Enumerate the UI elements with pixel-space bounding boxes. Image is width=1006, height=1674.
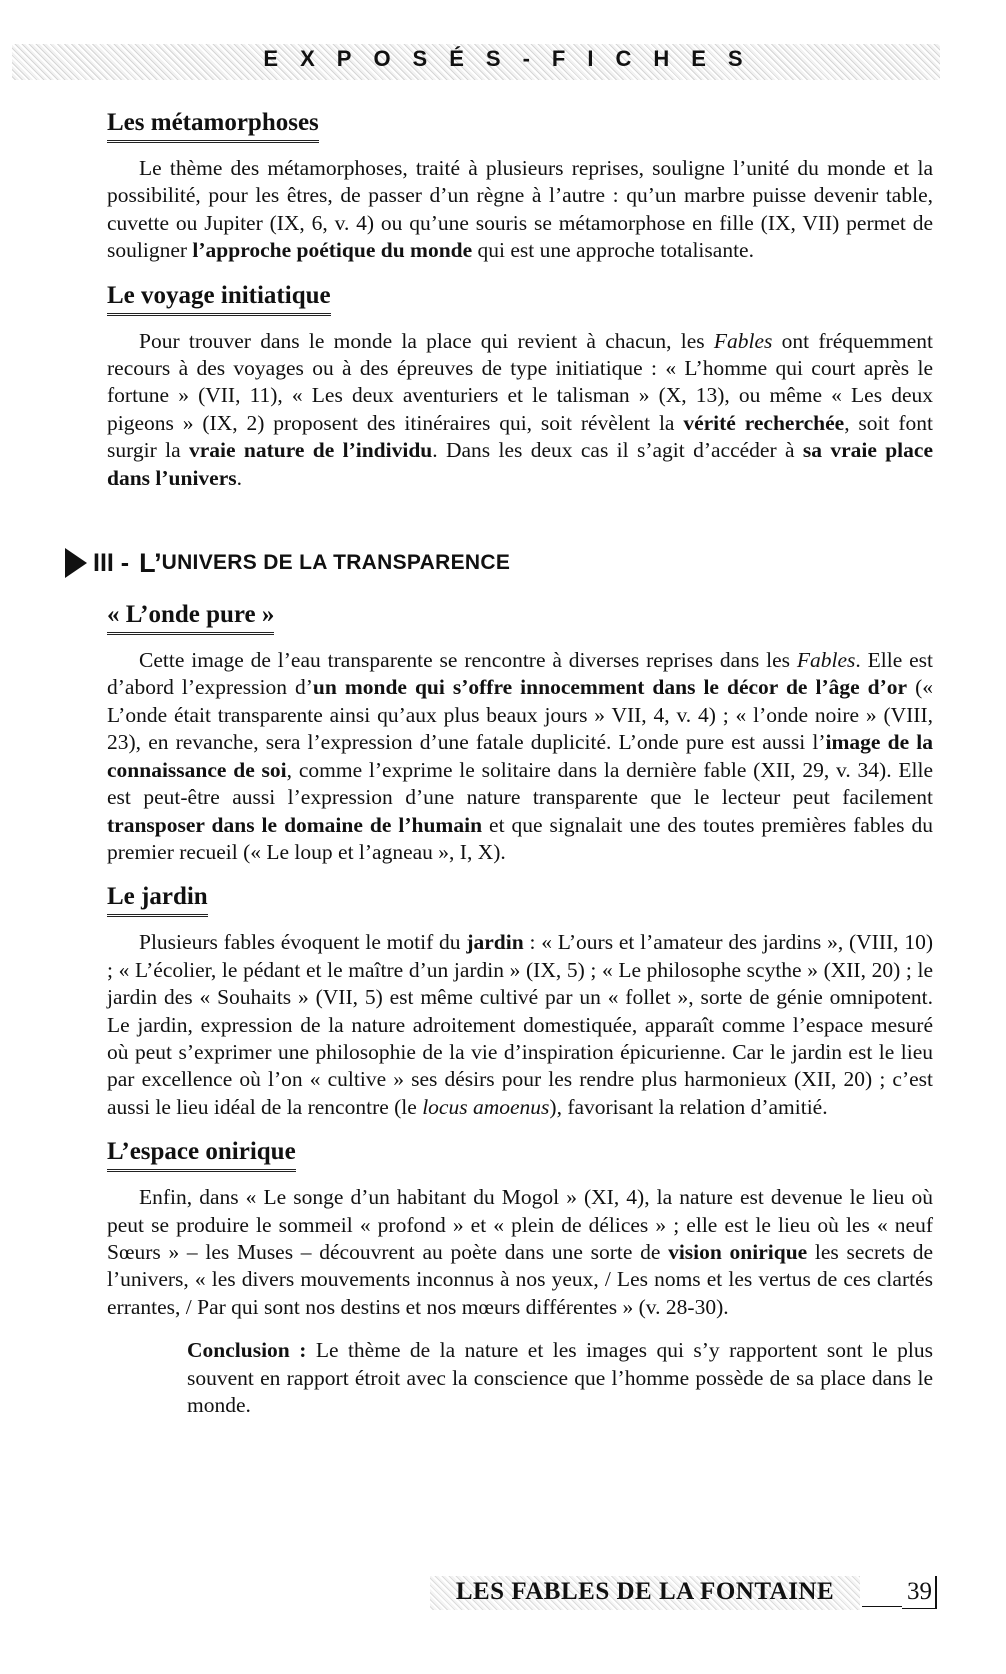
paragraph-jardin: Plusieurs fables évoquent le motif du jardin : « L’ours et l’amateur des jardins », (VIII, 10) ; « L’écolier, le pédant et le maître d’un jardin » (IX, 5) ; « Le philosophe scythe » (XII, 20) ; le jardin des « Souhaits » (VII, 5) est même cultivé par un « follet », sorte de génie omnipotent. Le jardin, expression de la nature adroitement domestiquée, apparaît comme l’espace mesuré où peut s’exprimer une philosophie de la vie d’inspiration épicurienne. Car le jardin est le lieu par excellence où l’on « cultive » ses désirs pour les rendre plus harmonieux (XII, 20) ; c’est aussi le lieu idéal de la rencontre (le locus amoenus), favorisant la relation d’amitié. [107,930,933,1119]
triangle-bullet-icon [65,548,87,578]
footer-rule [862,1606,902,1607]
book-title: LES FABLES DE LA FONTAINE [455,1578,835,1605]
paragraph-voyage: Pour trouver dans le monde la place qui revient à chacun, les Fables ont fréquemment recours à des voyages ou à des épreuves de type initiatique : « L’homme qui court après le fortune » (VII, 11), « Les deux aventuriers et le talisman » (X, 13), ou même « Les deux pigeons » (IX, 2) proposent des itinéraires qui, soit révèlent la vérité recherchée, soit font surgir la vraie nature de l’individu. Dans les deux cas il s’agit d’accéder à sa vraie place dans l’univers. [107,328,933,490]
subheading-onirique: L’espace onirique [107,1137,296,1172]
conclusion-label: Conclusion : [187,1338,307,1363]
paragraph-onde: Cette image de l’eau transparente se rencontre à diverses reprises dans les Fables. Elle est d’abord l’expression d’un monde qui s’offre innocemment dans le décor de l’âge d’or (« L’onde était transparente ainsi qu’aux plus beaux jours » VII, 4, v. 4) ; « l’onde noire » (VIII, 23), en revanche, sera l’expression d’une fatale duplicité. L’onde pure est aussi l’image de la connaissance de soi, comme l’exprime le solitaire dans la dernière fable (XII, 29, v. 34). Elle est peut-être aussi l’expression d’une nature transparente que le lecteur peut facilement transposer dans le domaine de l’humain et que signalait une des toutes premières fables du premier recueil (« Le loup et l’agneau », I, X). [107,648,934,864]
subheading-voyage: Le voyage initiatique [107,281,331,316]
paragraph-onirique: Enfin, dans « Le songe d’un habitant du Mogol » (XI, 4), la nature est devenue le lieu où peut se produire le sommeil « profond » et « plein de délices » ; elle est le lieu où les « neuf Sœurs » – les Muses – découvrent au poète dans une sorte de vision onirique les secrets de l’univers, « les divers mouvements inconnus à nos yeux, / Les noms et les vertus de ces clartés errantes, / Par qui sont nos destins et nos mœurs différentes » (v. 28-30). [107,1185,933,1319]
subheading-jardin: Le jardin [107,882,208,917]
footer [430,1576,940,1610]
running-header: EXPOSÉS-FICHES [263,46,765,71]
page-number: 39 [902,1576,937,1609]
subheading-metamorphoses: Les métamorphoses [107,108,319,143]
section-heading-3 [65,548,933,578]
page-content [93,108,934,1419]
section-title-rest: UNIVERS DE LA TRANSPARENCE [161,551,511,575]
conclusion-paragraph: Conclusion : Le thème de la nature et les images qui s’y rapportent sont le plus souvent en rapport étroit avec la conscience que l’homme possède de sa place dans le monde. [187,1338,933,1417]
paragraph-metamorphoses: Le thème des métamorphoses, traité à plusieurs reprises, souligne l’unité du monde et la possibilité, pour les êtres, de passer d’un règne à l’autre : qu’un marbre puisse devenir table, cuvette ou Jupiter (IX, 6, v. 4) ou qu’une souris se métamorphose en fille (IX, VII) permet de souligner l’approche poétique du monde qui est une approche totalisante. [107,156,933,263]
section-number: III - [93,549,130,578]
subheading-onde: « L’onde pure » [107,600,274,635]
section-title-first: L’ [139,548,162,579]
